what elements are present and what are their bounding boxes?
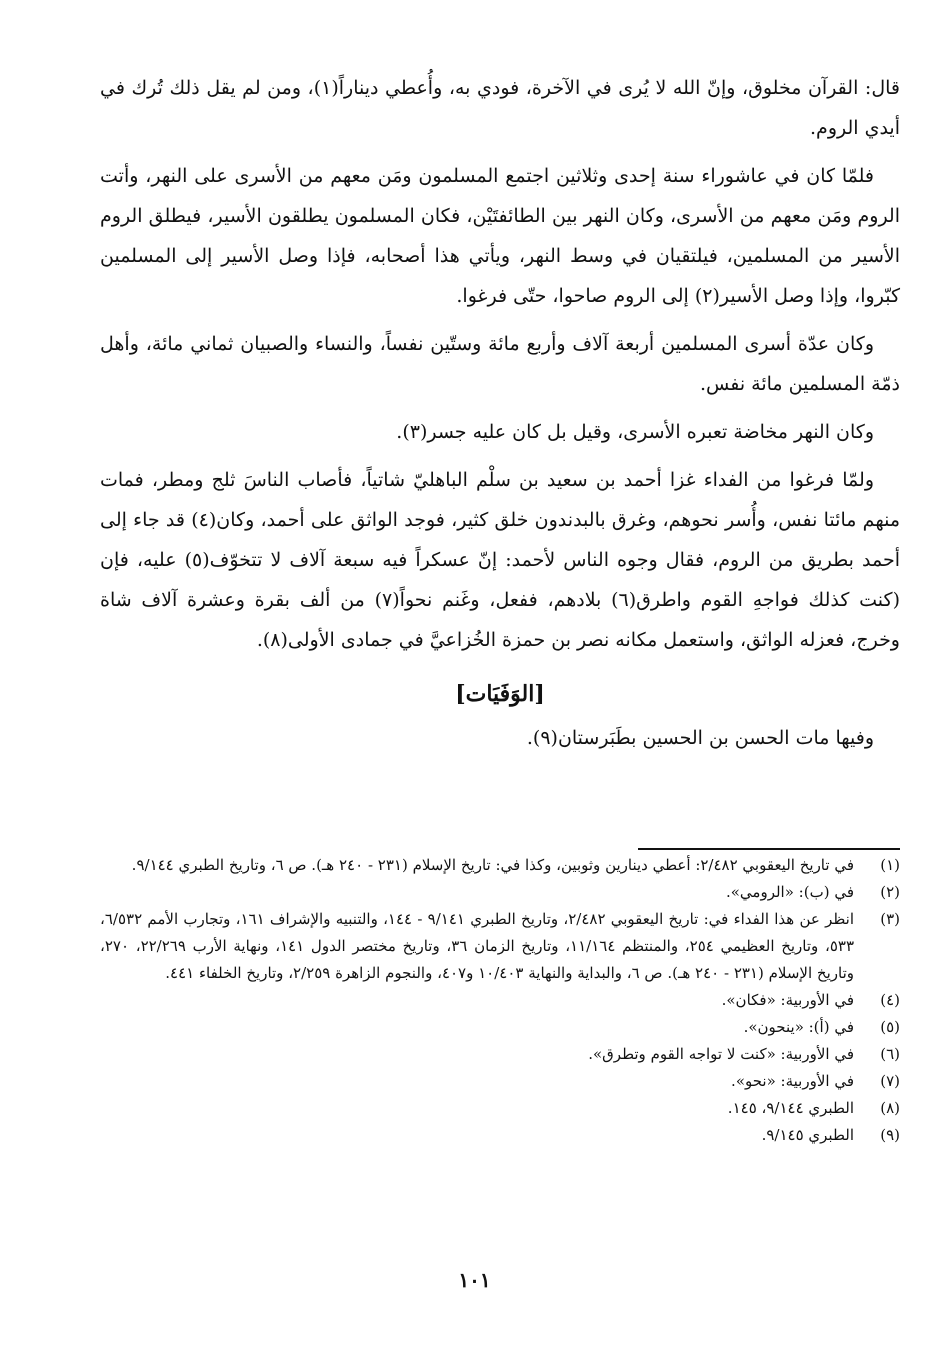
paragraph-5: ولمّا فرغوا من الفداء غزا أحمد بن سعيد بن سلْم الباهليّ شاتياً، فأصاب الناسَ ثلج ومطر، فمات منهم مائتا نفس، وأُسر نحوهم، وغرق بالبدندون خلق كثير، فوجد الواثق على أحمد، وكان(٤) قد جاء إلى أحمد بطريق من الروم، فقال وجوه الناس لأحمد: إنّ عسكراً فيه سبعة آلاف لا تتخوّف(٥) عليه، فإن (كنت كذلك فواجهِ القوم واطرق(٦) بلادهم، ففعل، وغَنم نحواً(٧) من ألف بقرة وعشرة آلاف شاة وخرج، فعزله الواثق، واستعمل مكانه نصر بن حمزة الخُزاعيَّ في جمادى الأولى(٨). xyxy=(100,469,900,651)
footnote-number: (١) xyxy=(880,856,900,874)
footnote-text: في الأوربية: «نحو». xyxy=(731,1072,854,1090)
footnote-number: (٤) xyxy=(880,991,900,1009)
footnote xyxy=(100,987,900,1014)
footnote-number: (٥) xyxy=(880,1018,900,1036)
main-text xyxy=(100,68,900,766)
footnote-text: الطبري ٩/١٤٤، ١٤٥. xyxy=(727,1099,854,1117)
page-number: ١٠١ xyxy=(458,1268,491,1292)
footnote-number: (٢) xyxy=(880,883,900,901)
footnote-number: (٦) xyxy=(880,1045,900,1063)
footnotes xyxy=(100,852,900,1149)
footnote-text: الطبري ٩/١٤٥. xyxy=(761,1126,854,1144)
paragraph-4: وكان النهر مخاضة تعبره الأسرى، وقيل بل كان عليه جسر(٣). xyxy=(396,421,874,443)
paragraph-3: وكان عدّة أسرى المسلمين أربعة آلاف وأربع مائة وستّين نفساً، والنساء والصبيان ثماني مائة، وأهل ذمّة المسلمين مائة نفس. xyxy=(100,333,900,395)
footnote-text: في الأوربية: «كنت لا تواجه القوم وتطرق». xyxy=(588,1045,854,1063)
section-paragraph: وفيها مات الحسن بن الحسين بطَبَرستان(٩). xyxy=(526,727,874,749)
footnote-text: انظر عن هذا الفداء في: تاريخ اليعقوبي ٢/٤٨٢، وتاريخ الطبري ٩/١٤١ - ١٤٤، والتنبيه والإشراف ١٦١، وتجارب الأمم ٦/٥٣٢، ٥٣٣، وتاريخ العظيمي ٢٥٤، والمنتظم ١١/١٦٤، وتاريخ الزمان ٣٦، وتاريخ مختصر الدول ١٤١، ونهاية الأرب ٢٢/٢٦٩، ٢٧٠، وتاريخ الإسلام (٢٣١ - ٢٤٠ هـ). ص ٦، والبداية والنهاية ١٠/٤٠٣ و٤٠٧، والنجوم الزاهرة ٢/٢٥٩، وتاريخ الخلفاء ٤٤١. xyxy=(100,910,854,982)
footnote xyxy=(100,1041,900,1068)
footnote-text: في الأوربية: «فكان». xyxy=(721,991,854,1009)
footnote-number: (٩) xyxy=(880,1126,900,1144)
footnote-text: في (ب): «الرومي». xyxy=(725,883,854,901)
footnote xyxy=(100,1014,900,1041)
paragraph-1: قال: القرآن مخلوق، وإنّ الله لا يُرى في الآخرة، فودي به، وأُعطي ديناراً(١)، ومن لم يقل ذلك تُرك في أيدي الروم. xyxy=(100,77,900,139)
footnote xyxy=(100,1122,900,1149)
footnote xyxy=(100,879,900,906)
footnote xyxy=(100,1095,900,1122)
footnote xyxy=(100,852,900,879)
footnote-number: (٨) xyxy=(880,1099,900,1117)
footnote-text: في (أ): «ينحون». xyxy=(743,1018,854,1036)
footnote-text: في تاريخ اليعقوبي ٢/٤٨٢: أعطي دينارين وثوبين، وكذا في: تاريخ الإسلام (٢٣١ - ٢٤٠ هـ). ص ٦، وتاريخ الطبري ٩/١٤٤. xyxy=(131,856,854,874)
footnote xyxy=(100,1068,900,1095)
section-title: [الوَفَيَات] xyxy=(455,681,545,707)
footnote-number: (٧) xyxy=(880,1072,900,1090)
paragraph-2: فلمّا كان في عاشوراء سنة إحدى وثلاثين اجتمع المسلمون ومَن معهم من الأسرى على النهر، وأتت الروم ومَن معهم من الأسرى، وكان النهر بين الطائفتَيْن، فكان المسلمون يطلقون الأسير، فيطلق الروم الأسير من المسلمين، فيلتقيان في وسط النهر، ويأتي هذا أصحابه، فإذا وصل الأسير إلى المسلمين كبّروا، وإذا وصل الأسير(٢) إلى الروم صاحوا، حتّى فرغوا. xyxy=(100,165,900,307)
footnote-divider xyxy=(638,848,900,850)
footnote xyxy=(100,906,900,987)
footnote-number: (٣) xyxy=(880,910,900,928)
